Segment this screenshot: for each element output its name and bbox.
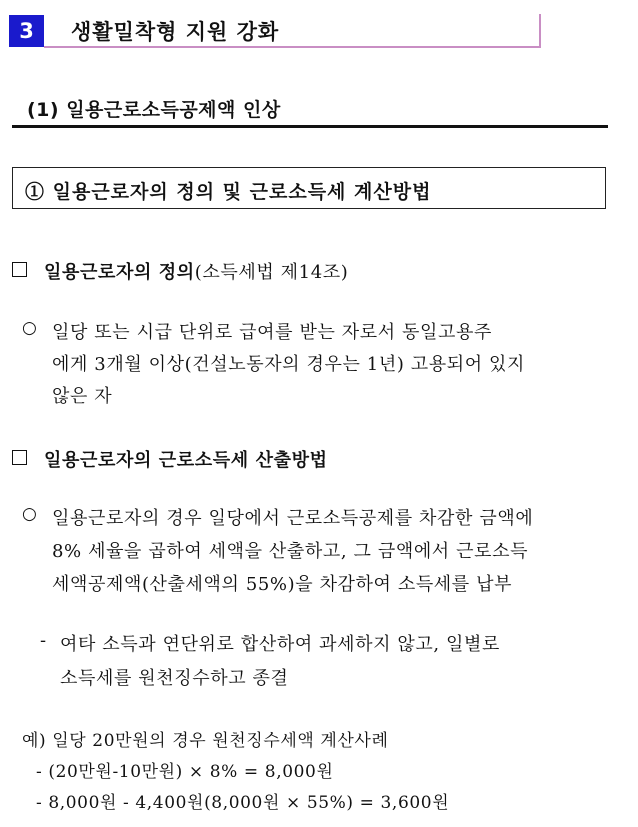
section-right-border xyxy=(539,14,541,48)
example-line-2: - 8,000원 - 4,400원(8,000원 × 55%) = 3,600원 xyxy=(36,793,450,813)
section-title: 생활밀착형 지원 강화 xyxy=(71,20,280,44)
calculation-sub-line-2: 소득세를 원천징수하고 종결 xyxy=(60,668,289,689)
definition-heading-bold: 일용근로자의 정의 xyxy=(44,262,195,283)
definition-line-3: 않은 자 xyxy=(52,386,113,407)
section-number-badge: 3 xyxy=(9,15,44,47)
section-header xyxy=(9,14,541,48)
subsection-rule xyxy=(12,125,608,128)
example-title: 예) 일당 20만원의 경우 원천징수세액 계산사례 xyxy=(22,731,389,751)
boxed-heading-title: ① 일용근로자의 정의 및 근로소득세 계산방법 xyxy=(25,181,432,203)
dash-bullet-icon: - xyxy=(40,630,47,651)
calculation-sub-line-1: 여타 소득과 연단위로 합산하여 과세하지 않고, 일별로 xyxy=(60,634,500,655)
calculation-line-1: 일용근로자의 경우 일당에서 근로소득공제를 차감한 금액에 xyxy=(52,508,534,529)
definition-line-2: 에게 3개월 이상(건설노동자의 경우는 1년) 고용되어 있지 xyxy=(52,354,526,375)
section-underline xyxy=(44,46,541,48)
calculation-heading: 일용근로자의 근로소득세 산출방법 xyxy=(44,450,328,471)
checkbox-square-icon xyxy=(12,450,27,465)
boxed-heading xyxy=(12,167,606,209)
circle-bullet-icon: ○ xyxy=(22,504,37,524)
example-line-1: - (20만원-10만원) × 8% = 8,000원 xyxy=(36,762,334,782)
circle-bullet-icon: ○ xyxy=(22,318,37,338)
subsection-title: (1) 일용근로소득공제액 인상 xyxy=(27,99,281,121)
calculation-line-2: 8% 세율을 곱하여 세액을 산출하고, 그 금액에서 근로소득 xyxy=(52,541,529,562)
calculation-line-3: 세액공제액(산출세액의 55%)을 차감하여 소득세를 납부 xyxy=(52,574,513,595)
definition-heading xyxy=(44,258,348,284)
checkbox-square-icon xyxy=(12,262,27,277)
definition-line-1: 일당 또는 시급 단위로 급여를 받는 자로서 동일고용주 xyxy=(52,322,492,343)
definition-heading-ref: (소득세법 제14조) xyxy=(194,262,349,283)
